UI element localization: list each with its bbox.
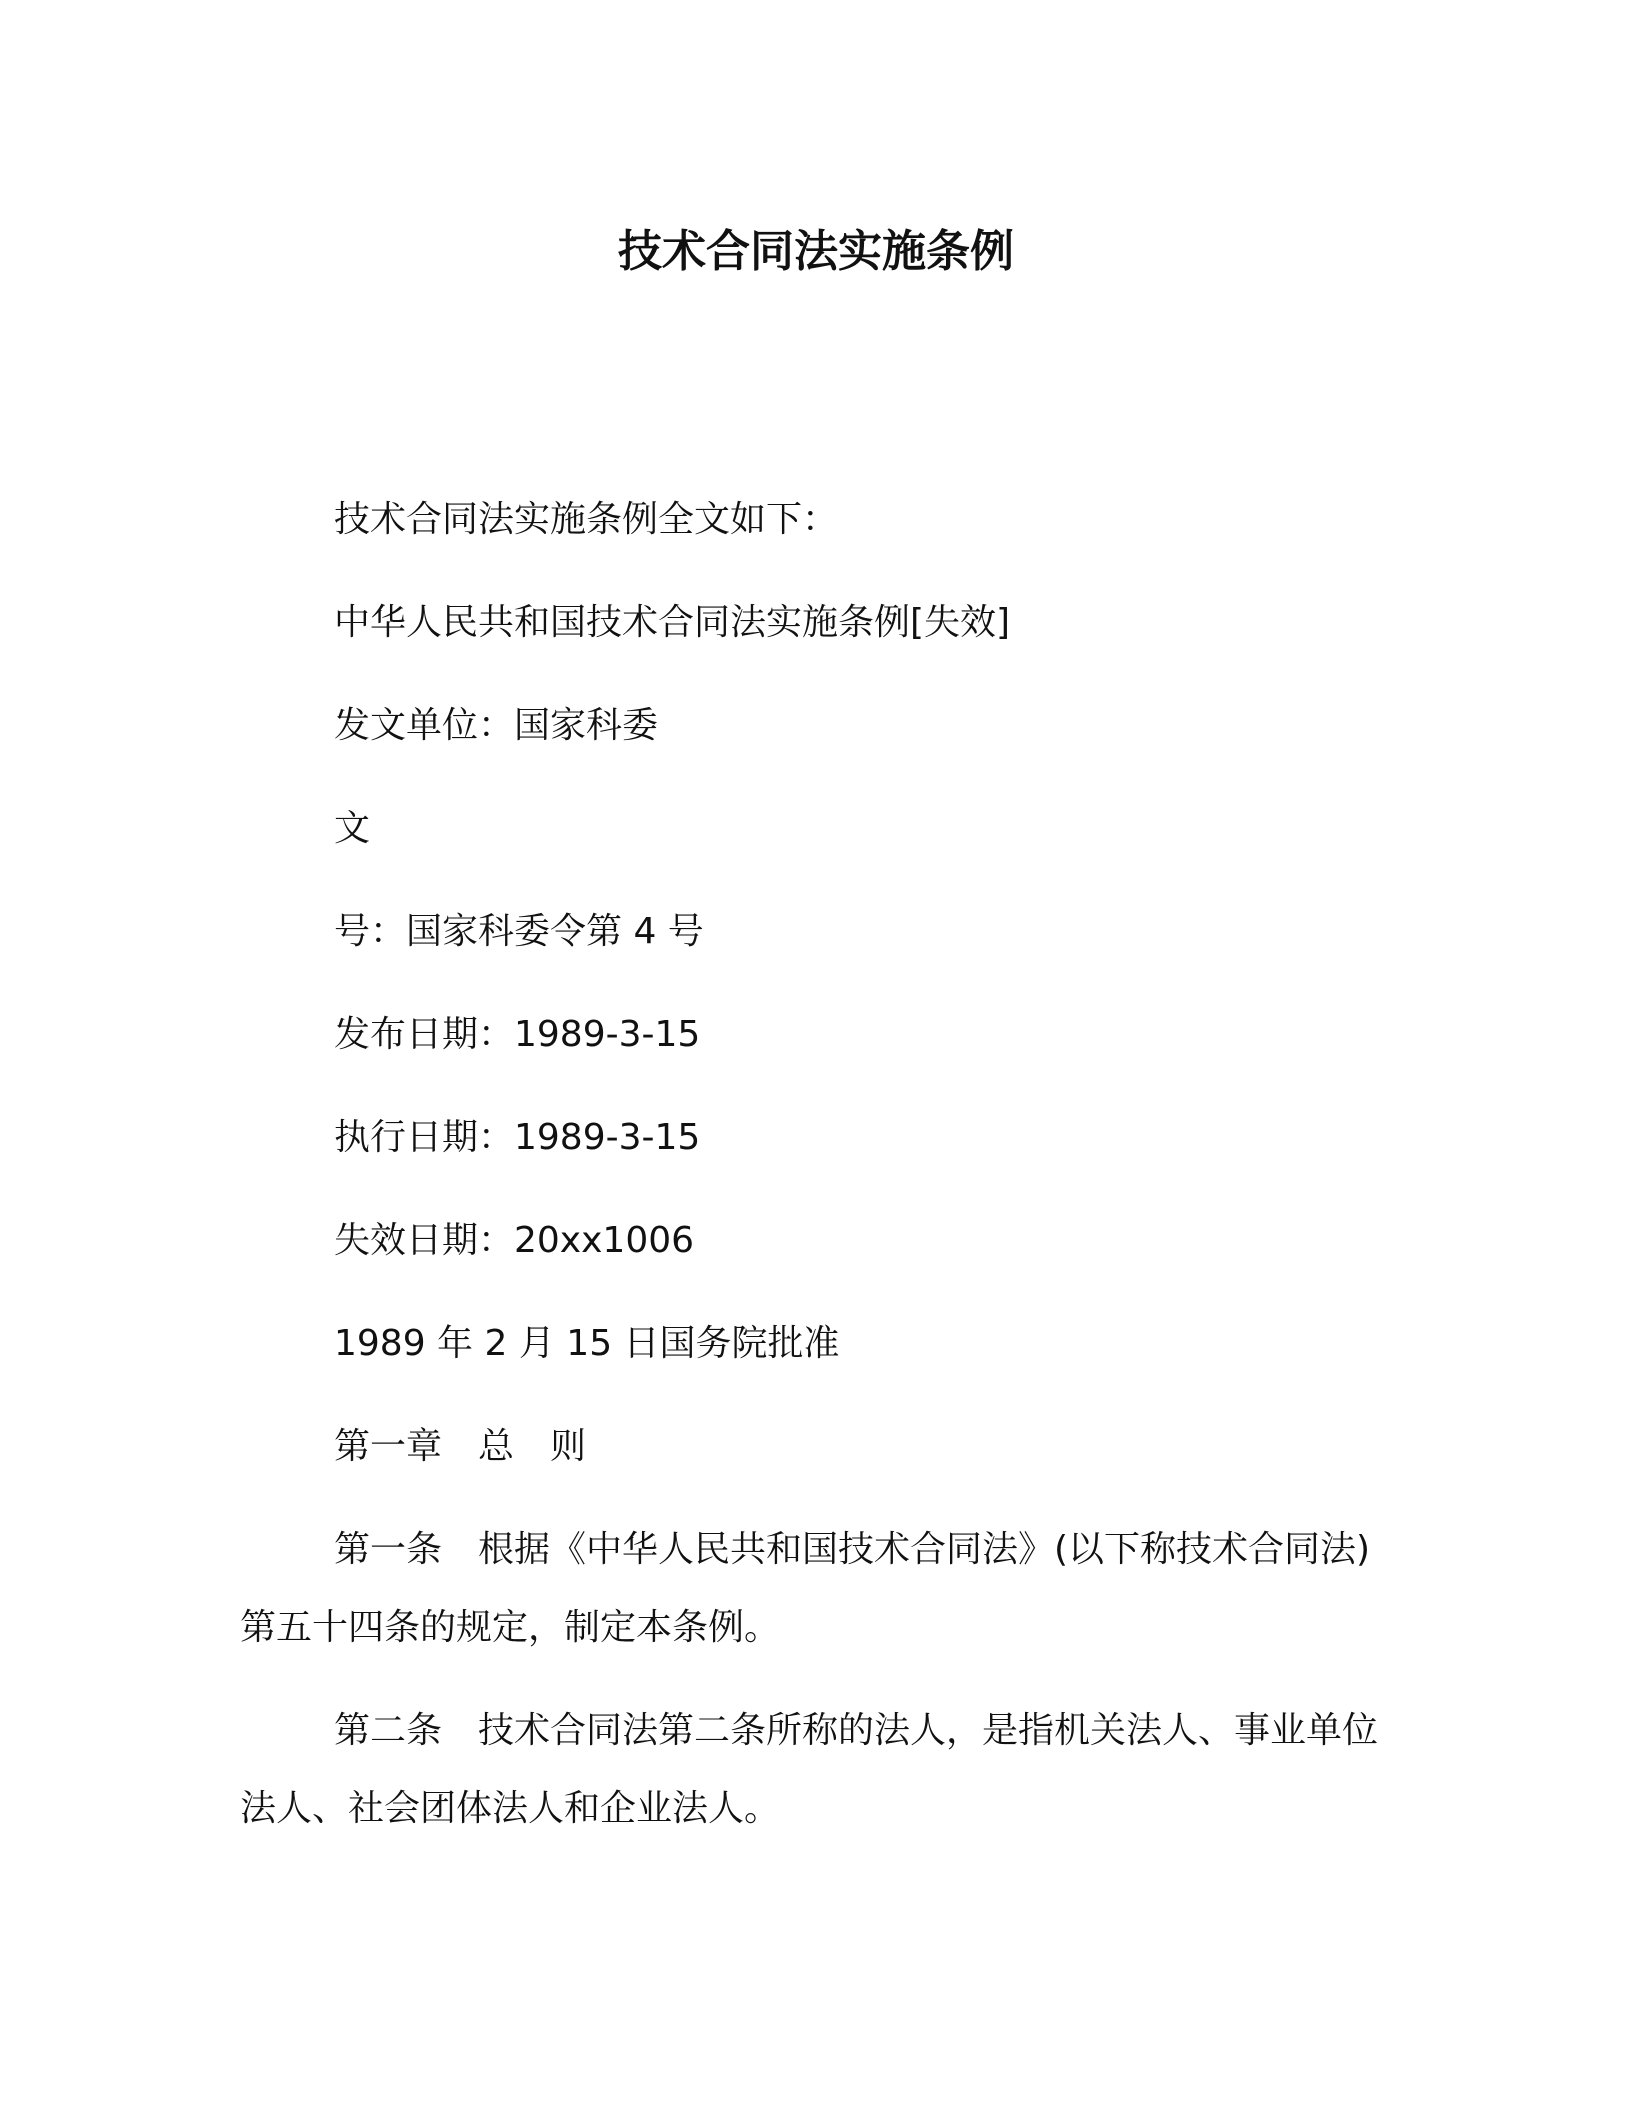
document-title: 技术合同法实施条例 bbox=[618, 226, 1014, 277]
article-1: 第一条 根据《中华人民共和国技术合同法》(以下称技术合同法)第五十四条的规定，制定本条例。 bbox=[240, 1529, 1371, 1648]
effective-date-line: 执行日期：1989-3-15 bbox=[334, 1117, 701, 1158]
expiry-date-line: 失效日期：20xx1006 bbox=[334, 1220, 695, 1261]
intro-line: 技术合同法实施条例全文如下： bbox=[334, 499, 839, 540]
law-name-line: 中华人民共和国技术合同法实施条例[失效] bbox=[334, 602, 1011, 643]
publish-date-line: 发布日期：1989-3-15 bbox=[334, 1014, 701, 1055]
doc-number-line: 号：国家科委令第 4 号 bbox=[334, 911, 704, 952]
issuer-line: 发文单位：国家科委 bbox=[334, 705, 659, 746]
doc-number-label-line: 文 bbox=[334, 808, 371, 849]
article-2: 第二条 技术合同法第二条所称的法人，是指机关法人、事业单位法人、社会团体法人和企业法人。 bbox=[240, 1710, 1379, 1829]
approval-line: 1989 年 2 月 15 日国务院批准 bbox=[334, 1323, 840, 1364]
chapter-heading: 第一章 总 则 bbox=[334, 1426, 587, 1467]
